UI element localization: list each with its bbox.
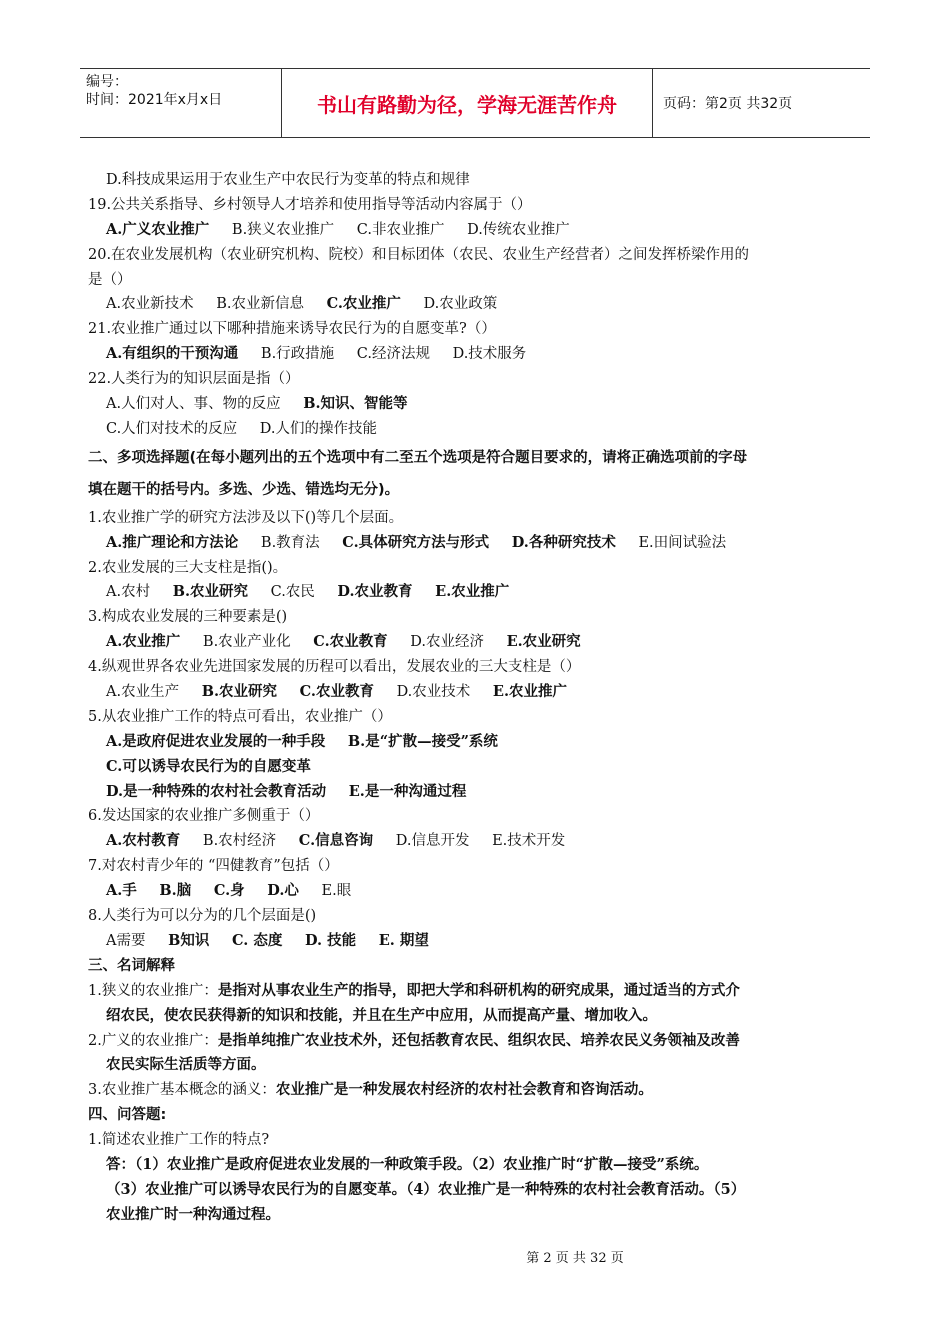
mq3-option-d: D.农业经济 xyxy=(410,634,484,651)
mq2-option-a: A.农村 xyxy=(106,584,151,601)
mq2-option-b: B.农业研究 xyxy=(172,583,249,601)
page-footer: 第 2 页 共 32 页 xyxy=(526,1251,624,1266)
mq2-stem: 2.农业发展的三大支柱是指()。 xyxy=(88,559,288,576)
mq4-options xyxy=(88,680,868,705)
mq8-option-d: D. 技能 xyxy=(304,931,357,949)
q22-option-c: C.人们对技术的反应 xyxy=(106,420,238,437)
mq5-option-b: B.是“扩散—接受”系统 xyxy=(347,732,498,750)
mq7-option-b: B.脑 xyxy=(159,882,192,900)
q21-option-c: C.经济法规 xyxy=(356,346,430,363)
mq5-option-a: A.是政府促进农业发展的一种手段 xyxy=(106,732,326,750)
essay-q1-answer-2: （3）农业推广可以诱导农民行为的自愿变革。（4）农业推广是一种特殊的农村社会教育活动。（5） xyxy=(106,1180,746,1198)
mq8-option-e: E. 期望 xyxy=(378,931,429,949)
mq6-option-c: C.信息咨询 xyxy=(298,832,374,850)
mq2-option-c: C.农民 xyxy=(270,584,315,601)
q22-options-row2 xyxy=(88,417,868,442)
q21-options xyxy=(88,342,868,367)
mq2-option-e: E.农业推广 xyxy=(435,583,510,601)
q19-stem: 19.公共关系指导、乡村领导人才培养和使用指导等活动内容属于（） xyxy=(88,196,532,213)
section-3-title: 三、名词解释 xyxy=(88,957,175,974)
mq7-stem: 7.对农村青少年的 “四健教育”包括（） xyxy=(88,858,339,875)
header-page-info: 页码：第2页 共32页 xyxy=(663,96,793,112)
q21-option-a: A.有组织的干预沟通 xyxy=(106,345,239,363)
section-2-title-2: 填在题干的括号内。多选、少选、错选均无分)。 xyxy=(88,481,400,498)
essay-q1-answer-3: 农业推广时一种沟通过程。 xyxy=(106,1205,280,1223)
mq6-options xyxy=(88,829,868,854)
mq7-option-d: D.心 xyxy=(267,882,299,900)
term1-definition-2: 绍农民，使农民获得新的知识和技能，并且在生产中应用，从而提高产量、增加收入。 xyxy=(106,1006,657,1024)
term3-line xyxy=(88,1078,868,1103)
mq4-option-b: B.农业研究 xyxy=(201,683,278,701)
q19-option-b: B.狭义农业推广 xyxy=(231,221,335,238)
mq3-stem: 3.构成农业发展的三种要素是() xyxy=(88,609,288,626)
mq6-stem: 6.发达国家的农业推广多侧重于（） xyxy=(88,808,320,825)
q19-option-c: C.非农业推广 xyxy=(356,221,445,238)
mq8-option-a: A需要 xyxy=(106,932,146,949)
mq4-option-e: E.农业推广 xyxy=(492,683,568,701)
mq5-options-row2 xyxy=(88,755,868,780)
q20-option-c: C.农业推广 xyxy=(326,295,401,313)
doc-number-label: 编号： xyxy=(86,74,128,90)
mq3-options xyxy=(88,630,868,655)
mq1-option-b: B.教育法 xyxy=(260,534,320,551)
mq6-option-e: E.技术开发 xyxy=(492,833,566,850)
term2-definition-2: 农民实际生活质等方面。 xyxy=(106,1056,266,1074)
mq1-stem: 1.农业推广学的研究方法涉及以下()等几个层面。 xyxy=(88,509,404,526)
q20-option-b: B.农业新信息 xyxy=(216,296,304,313)
essay-q1-stem: 1.简述农业推广工作的特点? xyxy=(88,1132,270,1149)
term1-line1 xyxy=(88,979,868,1004)
term1-label: 1.狭义的农业推广： xyxy=(88,982,218,999)
mq1-options xyxy=(88,531,868,556)
q22-option-d: D.人们的操作技能 xyxy=(259,420,378,437)
q20-options xyxy=(88,292,868,317)
section-4-title: 四、问答题: xyxy=(88,1107,167,1124)
term2-definition-1: 是指单纯推广农业技术外，还包括教育农民、组织农民、培养农民义务领袖及改善 xyxy=(217,1031,740,1049)
mq3-option-a: A.农业推广 xyxy=(106,633,181,651)
term3-label: 3.农业推广基本概念的涵义： xyxy=(88,1082,276,1099)
q21-option-d: D.技术服务 xyxy=(452,346,527,363)
mq6-option-a: A.农村教育 xyxy=(106,832,181,850)
q22-option-b: B.知识、智能等 xyxy=(303,395,408,413)
q22-stem: 22.人类行为的知识层面是指（） xyxy=(88,371,300,388)
mq5-option-c: C.可以诱导农民行为的自愿变革 xyxy=(106,757,311,775)
mq5-options-row1 xyxy=(88,730,868,755)
term3-definition: 农业推广是一种发展农村经济的农村社会教育和咨询活动。 xyxy=(275,1081,653,1099)
q20-option-a: A.农业新技术 xyxy=(106,296,194,313)
header-meta xyxy=(80,69,282,137)
mq6-option-b: B.农村经济 xyxy=(202,833,277,850)
mq4-stem: 4.纵观世界各农业先进国家发展的历程可以看出，发展农业的三大支柱是（） xyxy=(88,659,581,676)
q21-option-b: B.行政措施 xyxy=(260,346,335,363)
mq7-option-c: C.身 xyxy=(213,882,245,900)
q21-stem: 21.农业推广通过以下哪种措施来诱导农民行为的自愿变革?（） xyxy=(88,321,496,338)
q22-options-row1 xyxy=(88,392,868,417)
mq8-stem: 8.人类行为可以分为的几个层面是() xyxy=(88,908,317,925)
mq1-option-d: D.各种研究技术 xyxy=(511,533,616,551)
page-header xyxy=(80,68,870,138)
document-body xyxy=(88,168,868,1228)
q19-options xyxy=(88,218,868,243)
mq1-option-e: E.田间试验法 xyxy=(638,534,727,551)
mq8-option-c: C. 态度 xyxy=(231,931,283,949)
term1-definition-1: 是指对从事农业生产的指导，即把大学和科研机构的研究成果，通过适当的方式介 xyxy=(217,981,740,999)
mq1-option-a: A.推广理论和方法论 xyxy=(106,533,239,551)
mq2-options xyxy=(88,580,868,605)
q19-option-a: A.广义农业推广 xyxy=(106,220,210,238)
mq5-option-e: E.是一种沟通过程 xyxy=(348,782,467,800)
mq4-option-c: C.农业教育 xyxy=(299,683,374,701)
mq3-option-e: E.农业研究 xyxy=(506,633,581,651)
term2-line1 xyxy=(88,1029,868,1054)
q20-option-d: D.农业政策 xyxy=(423,296,498,313)
q19-option-d: D.传统农业推广 xyxy=(467,221,570,238)
mq5-option-d: D.是一种特殊的农村社会教育活动 xyxy=(106,782,327,800)
mq3-option-b: B.农业产业化 xyxy=(202,634,291,651)
mq5-options-row3 xyxy=(88,780,868,805)
q18-option-d: D.科技成果运用于农业生产中农民行为变革的特点和规律 xyxy=(106,172,470,188)
mq3-option-c: C.农业教育 xyxy=(313,633,388,651)
q22-option-a: A.人们对人、事、物的反应 xyxy=(106,396,281,413)
q20-stem-1: 20.在农业发展机构（农业研究机构、院校）和目标团体（农民、农业生产经营者）之间发挥桥梁作用的 xyxy=(88,246,750,263)
section-2-title-1: 二、多项选择题(在每小题列出的五个选项中有二至五个选项是符合题目要求的，请将正确选项前的字母 xyxy=(88,449,748,466)
q20-stem-2: 是（） xyxy=(88,271,132,288)
mq4-option-d: D.农业技术 xyxy=(396,684,471,701)
mq1-option-c: C.具体研究方法与形式 xyxy=(342,533,490,551)
mq4-option-a: A.农业生产 xyxy=(106,684,180,701)
term2-label: 2.广义的农业推广： xyxy=(88,1032,218,1049)
mq2-option-d: D.农业教育 xyxy=(337,583,413,601)
mq7-option-e: E.眼 xyxy=(321,883,352,900)
mq7-option-a: A.手 xyxy=(106,882,137,900)
doc-time-label: 时间：2021年x月x日 xyxy=(86,92,223,108)
essay-q1-answer-1: 答：（1）农业推广是政府促进农业发展的一种政策手段。（2）农业推广时“扩散—接受”系统。 xyxy=(106,1155,709,1173)
header-motto: 书山有路勤为径，学海无涯苦作舟 xyxy=(282,69,653,137)
mq8-option-b: B知识 xyxy=(168,931,210,949)
mq8-options xyxy=(88,929,868,954)
mq7-options xyxy=(88,879,868,904)
mq6-option-d: D.信息开发 xyxy=(395,833,470,850)
mq5-stem: 5.从农业推广工作的特点可看出，农业推广（） xyxy=(88,708,392,725)
